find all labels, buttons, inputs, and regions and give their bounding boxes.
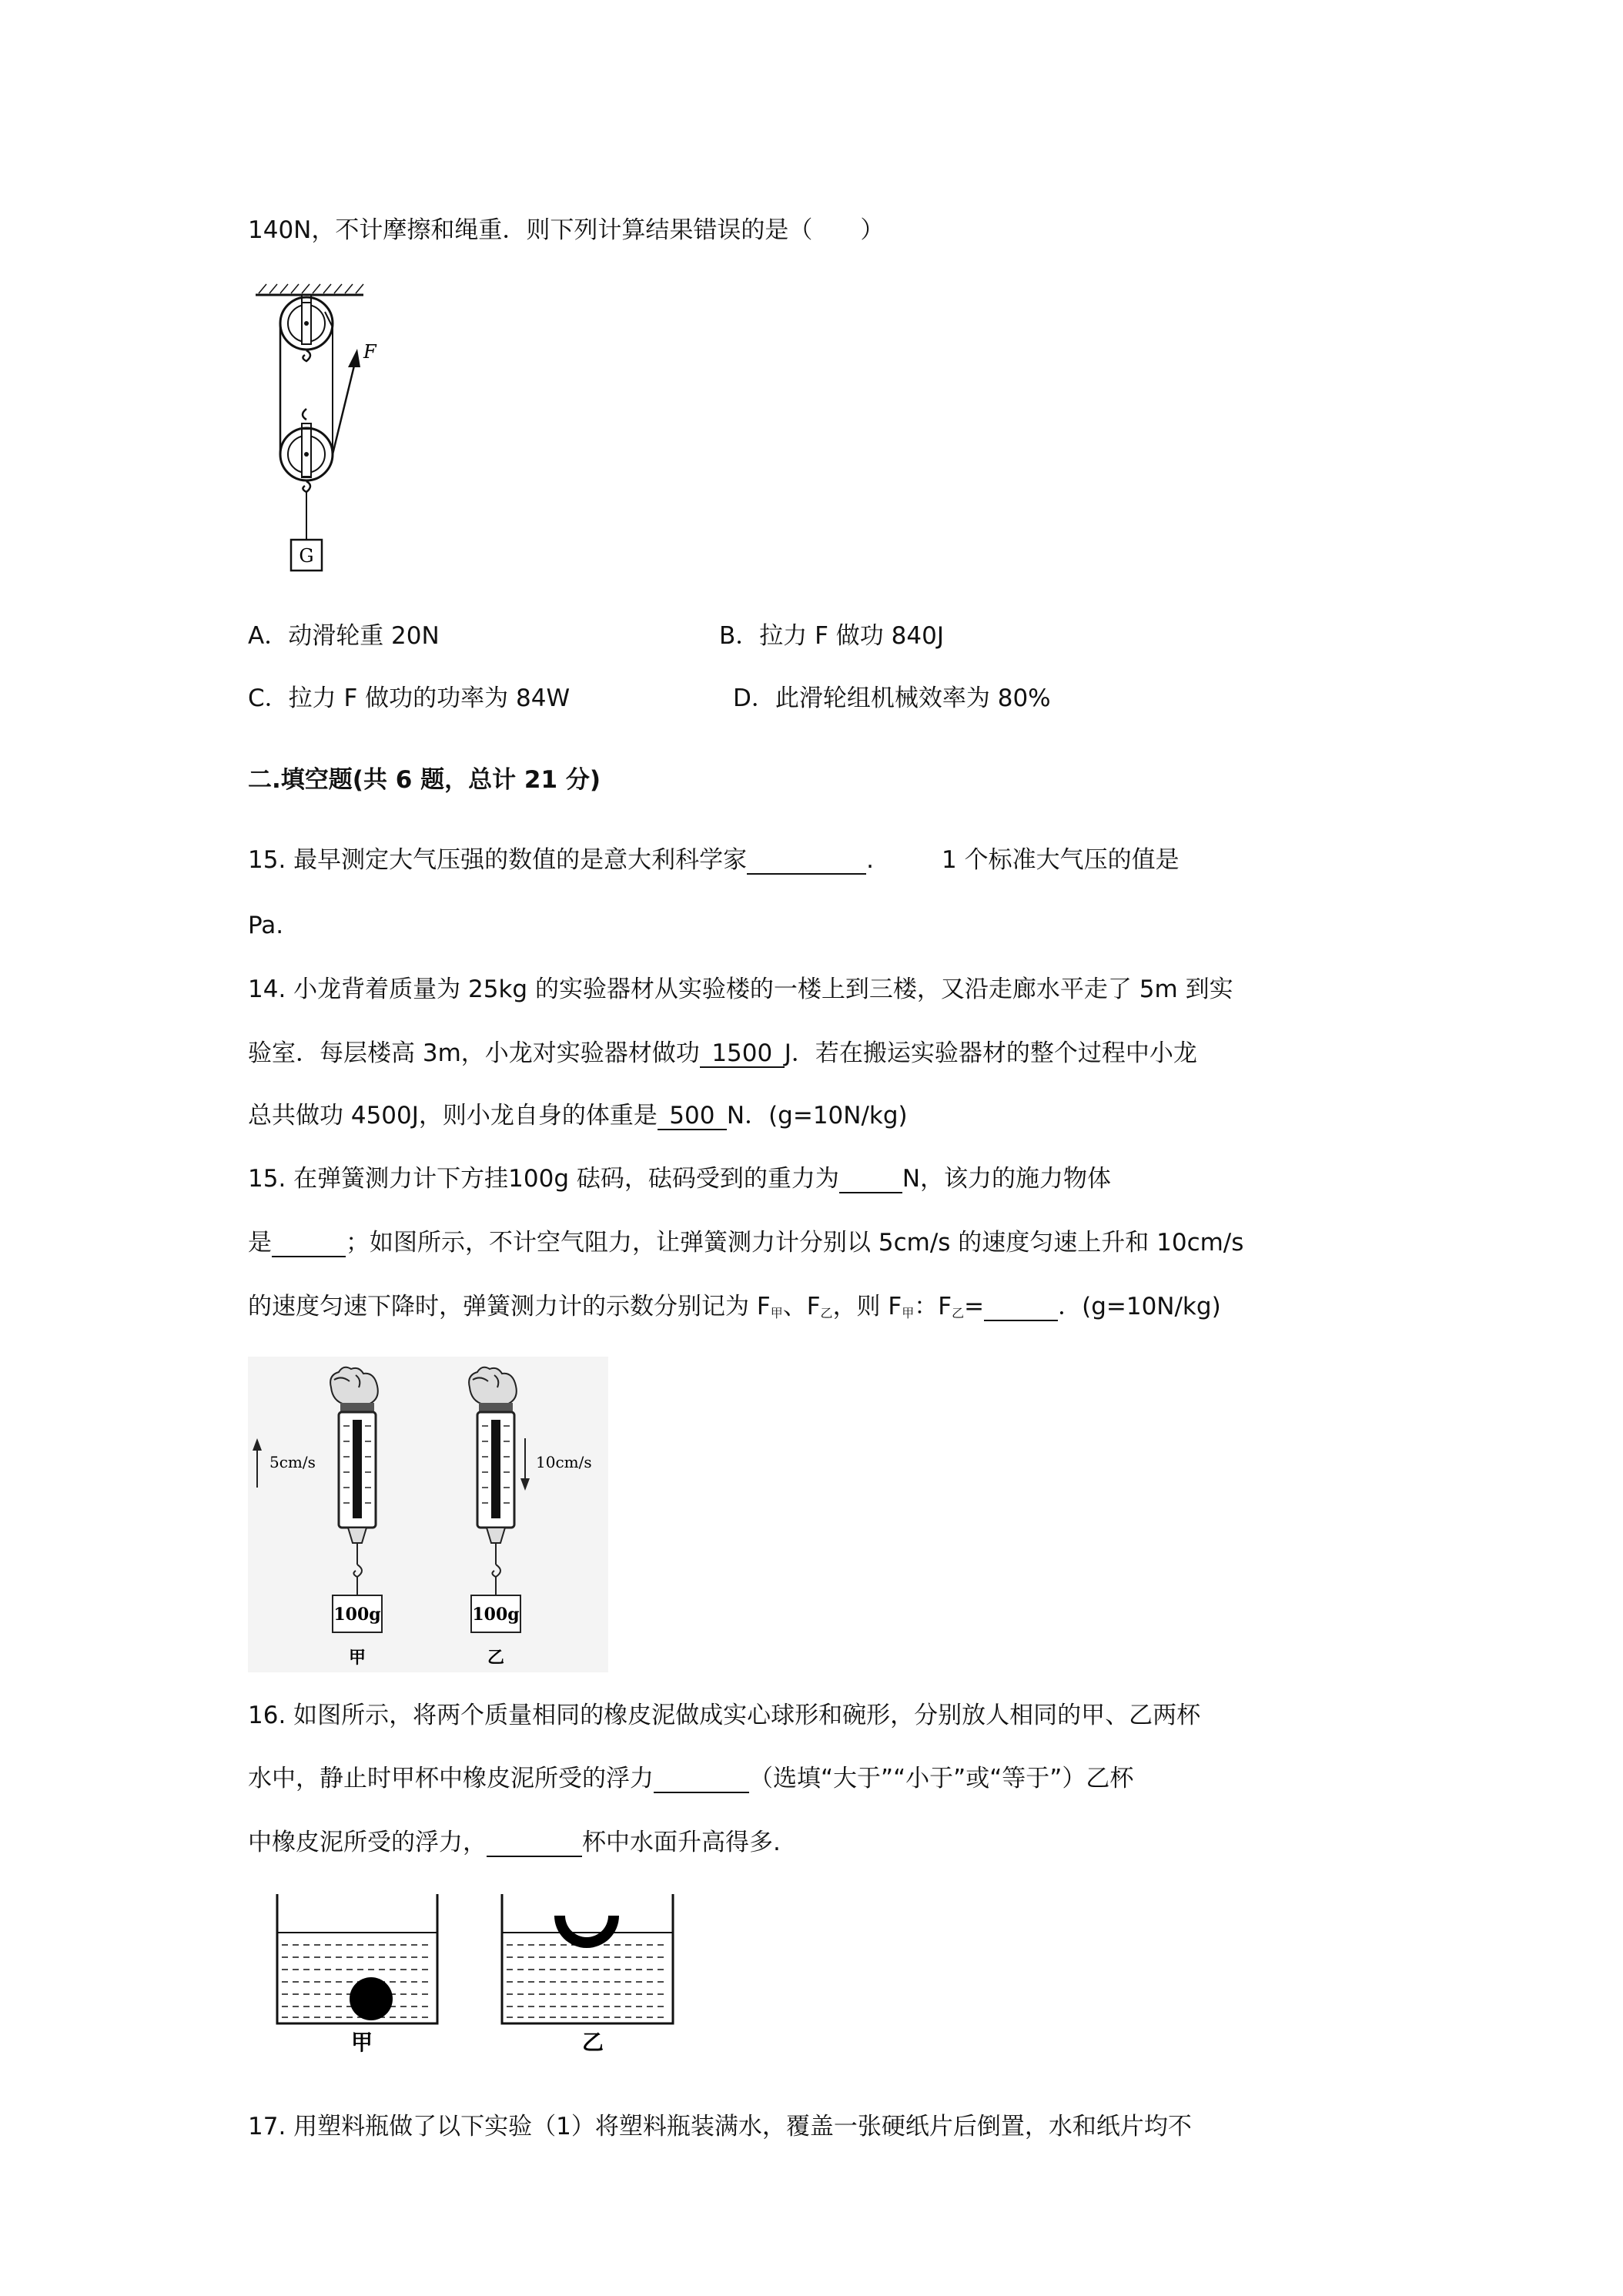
section-heading: 二.填空题(共 6 题，总计 21 分) bbox=[248, 766, 601, 794]
spring-scale-diagram bbox=[248, 1357, 608, 1672]
left-figure-label: 甲 bbox=[348, 1648, 366, 1668]
question-13-tail: 140N，不计摩擦和绳重．则下列计算结果错误的是（ ） bbox=[248, 216, 885, 244]
option-b: B．拉力 F 做功 840J bbox=[719, 622, 944, 650]
question-17-line1: 17. 用塑料瓶做了以下实验（1）将塑料瓶装满水，覆盖一张硬纸片后倒置，水和纸片均不 bbox=[248, 2113, 1192, 2140]
force-label: F bbox=[363, 341, 376, 363]
question-15b-line2: 是 ；如图所示，不计空气阻力，让弹簧测力计分别以 5cm/s 的速度匀速上升和 10cm/s bbox=[248, 1229, 1244, 1257]
cup-right bbox=[502, 1894, 673, 2055]
option-d: D．此滑轮组机械效率为 80% bbox=[733, 684, 1051, 712]
question-14-line2: 验室．每层楼高 3m，小龙对实验器材做功 1500 J．若在搬运实验器材的整个过程中小龙 bbox=[248, 1039, 1197, 1067]
question-15b-line3: 的速度匀速下降时，弹簧测力计的示数分别记为 $F_甲$、$F_乙$，则 $F_甲$：$F_乙=$ ．(g=10N/kg) bbox=[248, 1293, 1221, 1320]
right-speed-label: 10cm/s bbox=[536, 1453, 592, 1471]
right-mass-label: 100g bbox=[472, 1605, 520, 1625]
pulley-diagram bbox=[248, 281, 387, 589]
question-16-line3: 中橡皮泥所受的浮力， 杯中水面升高得多. bbox=[248, 1829, 781, 1856]
option-a: A．动滑轮重 20N bbox=[248, 622, 440, 650]
question-16-line2: 水中，静止时甲杯中橡皮泥所受的浮力 （选填“大于”“小于”或“等于”）乙杯 bbox=[248, 1765, 1134, 1792]
question-14-line3: 总共做功 4500J，则小龙自身的体重是 500 N．(g=10N/kg) bbox=[248, 1102, 908, 1130]
right-figure-label: 乙 bbox=[487, 1648, 505, 1668]
left-mass-label: 100g bbox=[333, 1605, 381, 1625]
left-speed-label: 5cm/s bbox=[269, 1453, 316, 1471]
cups-diagram bbox=[269, 1886, 685, 2056]
cup-left bbox=[277, 1894, 437, 2055]
left-cup-label: 甲 bbox=[350, 2030, 373, 2055]
question-14-line1: 14. 小龙背着质量为 25kg 的实验器材从实验楼的一楼上到三楼，又沿走廊水平走了 5m 到实 bbox=[248, 976, 1233, 1003]
question-15a-line1: 15. 最早测定大气压强的数值的是意大利科学家 . 1 个标准大气压的值是 bbox=[248, 846, 1180, 874]
question-15a-line2: Pa. bbox=[248, 912, 284, 939]
question-16-line1: 16. 如图所示，将两个质量相同的橡皮泥做成实心球形和碗形，分别放人相同的甲、乙两杯 bbox=[248, 1702, 1201, 1729]
question-15b-line1: 15. 在弹簧测力计下方挂100g 砝码，砝码受到的重力为 N，该力的施力物体 bbox=[248, 1165, 1112, 1193]
weight-label: G bbox=[299, 545, 314, 567]
right-cup-label: 乙 bbox=[581, 2030, 604, 2055]
option-c: C．拉力 F 做功的功率为 84W bbox=[248, 684, 571, 712]
